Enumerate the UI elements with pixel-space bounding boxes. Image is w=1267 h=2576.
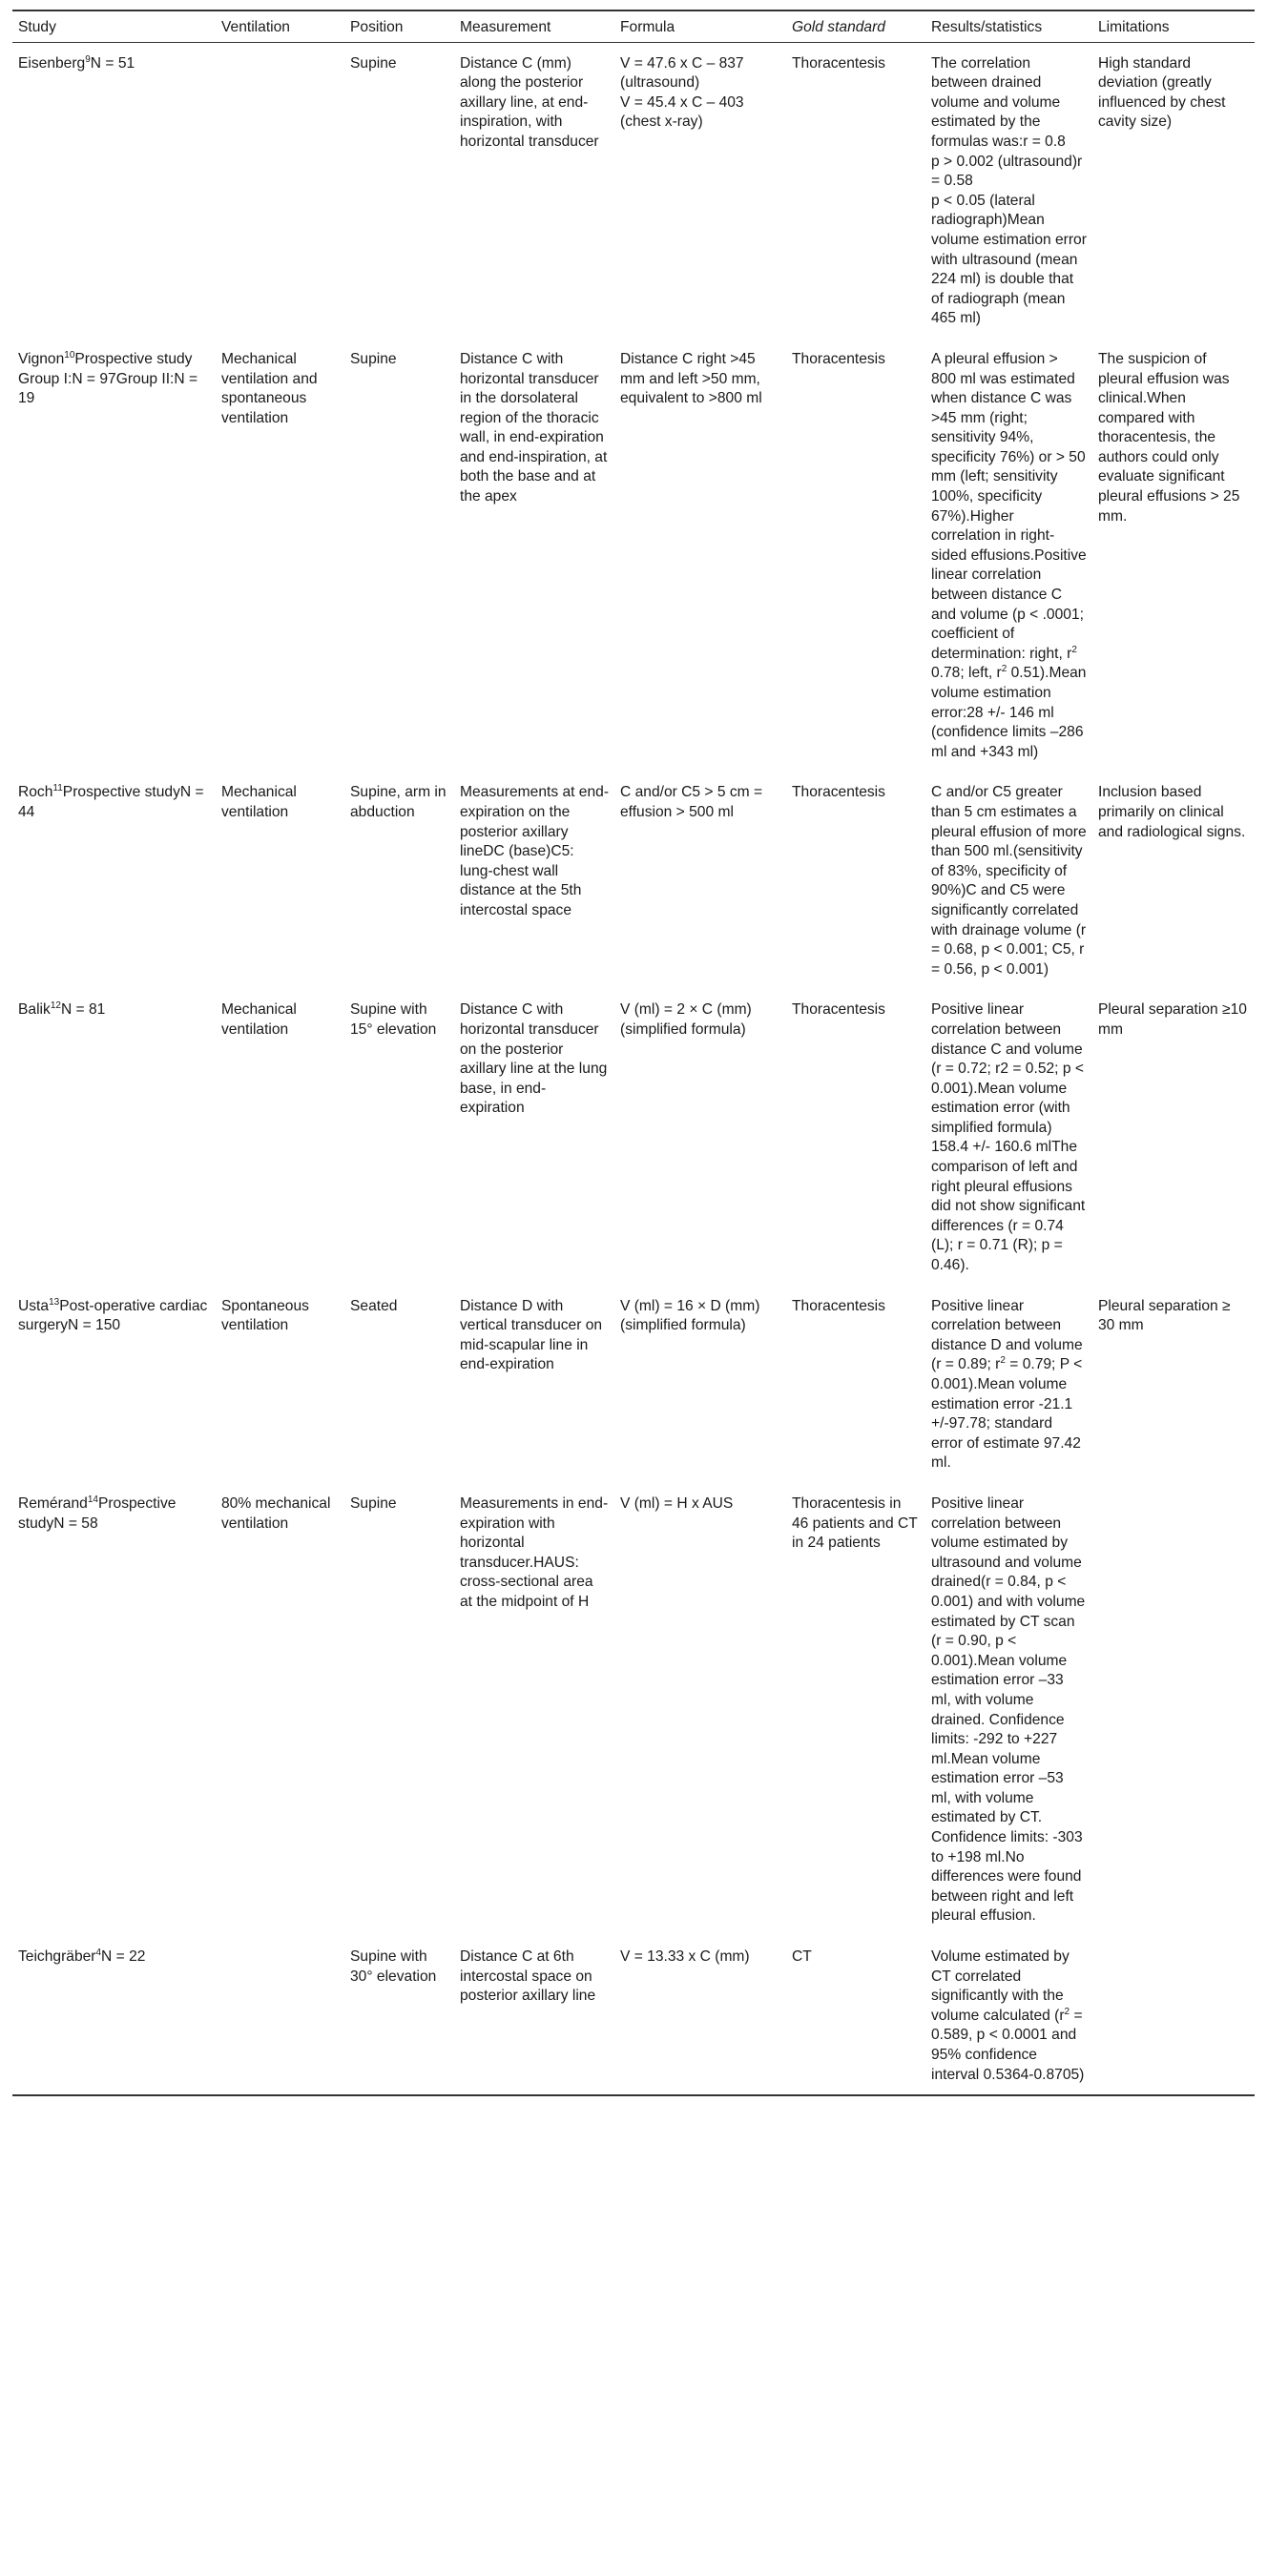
cell-gold-standard: Thoracentesis: [792, 784, 885, 801]
results-text: 0.51).Mean volume estimation error:28 +/- 146 ml (confidence limits –286 ml and +343 ml): [931, 665, 1087, 760]
cell-ventilation: [216, 42, 344, 339]
cell-position: Supine with 30° elevation: [344, 1936, 454, 2095]
cell-position: Seated: [350, 1297, 398, 1314]
cell-study: [12, 339, 216, 772]
results-text: Positive linear correlation between distance D and volume (r = 0.89; r: [931, 1297, 1083, 1373]
cell-limitations: Pleural separation ≥10 mm: [1098, 1001, 1247, 1038]
cell-position: Supine with 15° elevation: [350, 1001, 437, 1038]
cell-gold-standard: Thoracentesis: [792, 350, 885, 367]
cell-formula: V (ml) = 2 × C (mm) (simplified formula): [620, 1001, 752, 1038]
header-measurement: Measurement: [454, 10, 614, 42]
cell-formula: V (ml) = 16 × D (mm) (simplified formula): [620, 1297, 760, 1334]
cell-results: The correlation between drained volume and volume estimated by the formulas was:r = 0.8 p > 0.002 (ultrasound)r = 0.58 p < 0.05 (lateral radiograph)Mean volume estimation error with ultrasound (mean 224 ml) is double that of radiograph (mean 465 ml): [931, 54, 1087, 327]
cell-gold-standard: CT: [786, 1936, 925, 2095]
cell-study: [12, 1936, 216, 2095]
study-name: Teichgräber: [18, 1948, 96, 1966]
cell-study: [12, 772, 216, 989]
cell-position: Supine, arm in abduction: [350, 784, 447, 820]
cell-formula: V = 47.6 x C – 837 (ultrasound) V = 45.4 x C – 403 (chest x-ray): [620, 54, 744, 131]
cell-measurement: Distance C (mm) along the posterior axillary line, at end-inspiration, with horizontal transducer: [460, 54, 599, 150]
header-study: Study: [12, 10, 216, 42]
reference-number: 13: [49, 1296, 60, 1308]
table-row: [12, 989, 1255, 1285]
results-text: 0.78; left, r: [931, 665, 1002, 682]
superscript: 2: [1001, 664, 1007, 675]
cell-formula: V = 13.33 x C (mm): [614, 1936, 786, 2095]
cell-limitations: [1092, 1483, 1255, 1936]
studies-table: [12, 10, 1255, 2096]
header-gold-standard: Gold standard: [786, 10, 925, 42]
cell-gold-standard: Thoracentesis in 46 patients and CT in 24 patients: [792, 1494, 918, 1552]
study-name: Vignon: [18, 350, 65, 367]
reference-number: 9: [85, 53, 91, 65]
cell-gold-standard: Thoracentesis: [792, 1001, 885, 1019]
header-results: Results/statistics: [925, 10, 1092, 42]
superscript: 2: [1000, 1355, 1006, 1367]
study-details: N = 22: [101, 1948, 146, 1966]
superscript: 2: [1071, 644, 1077, 655]
reference-number: 12: [50, 1000, 61, 1012]
cell-formula: C and/or C5 > 5 cm = effusion > 500 ml: [620, 784, 763, 820]
cell-limitations: Pleural separation ≥ 30 mm: [1098, 1297, 1231, 1334]
reference-number: 11: [52, 783, 63, 794]
study-details: N = 51: [90, 54, 135, 72]
cell-study: [12, 1286, 216, 1483]
cell-results: [925, 1936, 1092, 2095]
cell-measurement: Distance C with horizontal transducer on the posterior axillary line at the lung base, in end-expiration: [460, 1001, 608, 1117]
cell-gold-standard: Thoracentesis: [792, 54, 885, 72]
cell-limitations: [1092, 1936, 1255, 2095]
header-formula: Formula: [614, 10, 786, 42]
cell-results: [925, 1286, 1092, 1483]
cell-measurement: Distance D with vertical transducer on mid-scapular line in end-expiration: [460, 1297, 603, 1373]
study-details: Prospective studyN = 44: [18, 784, 204, 820]
cell-study: [12, 989, 216, 1285]
cell-gold-standard: Thoracentesis: [792, 1297, 885, 1314]
cell-ventilation: Mechanical ventilation: [221, 1001, 297, 1038]
cell-results: Positive linear correlation between volume estimated by ultrasound and volume drained(r = 0.84, p < 0.001) and with volume estimated by CT scan (r = 0.90, p < 0.001).Mean volume estimation error –33 ml, with volume drained. Confidence limits: -292 to +227 ml.Mean volume estimation error –53 ml, with volume estimated by CT. Confidence limits: -303 to +198 ml.No differences were found between right and left pleural effusion.: [931, 1494, 1086, 1925]
study-name: Roch: [18, 784, 53, 801]
cell-results: Positive linear correlation between distance C and volume (r = 0.72; r2 = 0.52; p < 0.001).Mean volume estimation error (with simplified formula) 158.4 +/- 160.6 mlThe comparison of left and right pleural effusions did not show significant differences (r = 0.74 (L); r = 0.71 (R); p = 0.46).: [931, 1001, 1086, 1274]
table-row: [12, 339, 1255, 772]
cell-measurement: Distance C at 6th intercostal space on posterior axillary line: [454, 1936, 614, 2095]
cell-formula: Distance C right >45 mm and left >50 mm, equivalent to >800 ml: [620, 350, 762, 407]
cell-results: C and/or C5 greater than 5 cm estimates a pleural effusion of more than 500 ml.(sensitivity of 83%, specificity of 90%)C and C5 were significantly correlated with drainage volume (r = 0.68, p < 0.001; C5, r = 0.56, p < 0.001): [931, 784, 1087, 978]
cell-study: [12, 1483, 216, 1936]
header-position: Position: [344, 10, 454, 42]
cell-ventilation: 80% mechanical ventilation: [221, 1494, 331, 1532]
cell-formula: V (ml) = H x AUS: [620, 1494, 734, 1512]
table-row: [12, 1483, 1255, 1936]
cell-position: Supine: [350, 350, 397, 367]
study-name: Balik: [18, 1001, 51, 1019]
cell-limitations: Inclusion based primarily on clinical and radiological signs.: [1098, 784, 1246, 840]
study-name: Remérand: [18, 1494, 88, 1512]
study-details: Post-operative cardiac surgeryN = 150: [18, 1297, 208, 1334]
study-details: N = 81: [60, 1001, 106, 1019]
study-details: Prospective studyN = 58: [18, 1494, 177, 1532]
results-text: A pleural effusion > 800 ml was estimated when distance C was >45 mm (right; sensitivity 94%, specificity 76%) or > 50 mm (left; sensitivity 100%, specificity 67%).Higher correlation in right-sided effusions.Positive linear correlation between distance C and volume (p < .0001; coefficient of determination: right, r: [931, 350, 1087, 662]
cell-ventilation: Mechanical ventilation and spontaneous ventilation: [221, 350, 318, 426]
study-name: Eisenberg: [18, 54, 86, 72]
cell-position: Supine: [350, 1494, 397, 1512]
header-ventilation: Ventilation: [216, 10, 344, 42]
cell-study: [12, 42, 216, 339]
cell-measurement: Distance C with horizontal transducer in the dorsolateral region of the thoracic wall, in end-expiration and end-inspiration, at both the base and at the apex: [460, 350, 608, 505]
cell-limitations: High standard deviation (greatly influenced by chest cavity size): [1098, 54, 1226, 131]
reference-number: 10: [64, 349, 75, 361]
cell-measurement: Measurements in end-expiration with horizontal transducer.HAUS: cross-sectional area at the midpoint of H: [460, 1494, 609, 1610]
table-row: [12, 1286, 1255, 1483]
results-text: = 0.79; P < 0.001).Mean volume estimation error -21.1 +/-97.78; standard error of estimate 97.42 ml.: [931, 1356, 1083, 1472]
cell-limitations: The suspicion of pleural effusion was clinical.When compared with thoracentesis, the authors could only evaluate significant pleural effusions > 25 mm.: [1098, 350, 1240, 525]
cell-position: Supine: [350, 54, 397, 72]
table-row: [12, 772, 1255, 989]
cell-measurement: Measurements at end-expiration on the posterior axillary lineDC (base)C5: lung-chest wall distance at the 5th intercostal space: [460, 784, 610, 918]
study-details: Prospective study Group I:N = 97Group II:N = 19: [18, 350, 198, 407]
study-name: Usta: [18, 1297, 50, 1314]
header-limitations: Limitations: [1092, 10, 1255, 42]
reference-number: 4: [95, 1947, 102, 1958]
cell-ventilation: Mechanical ventilation: [221, 784, 297, 820]
table-row: [12, 1936, 1255, 2095]
results-text: = 0.589, p < 0.0001 and 95% confidence interval 0.5364-0.8705): [931, 2007, 1085, 2083]
results-text: Volume estimated by CT correlated significantly with the volume calculated (r: [931, 1948, 1070, 2024]
cell-ventilation: [216, 1936, 344, 2095]
table-header-row: [12, 10, 1255, 42]
superscript: 2: [1064, 2006, 1070, 2017]
reference-number: 14: [87, 1494, 98, 1505]
cell-results: [925, 339, 1092, 772]
cell-ventilation: Spontaneous ventilation: [221, 1297, 309, 1334]
table-row: [12, 42, 1255, 339]
